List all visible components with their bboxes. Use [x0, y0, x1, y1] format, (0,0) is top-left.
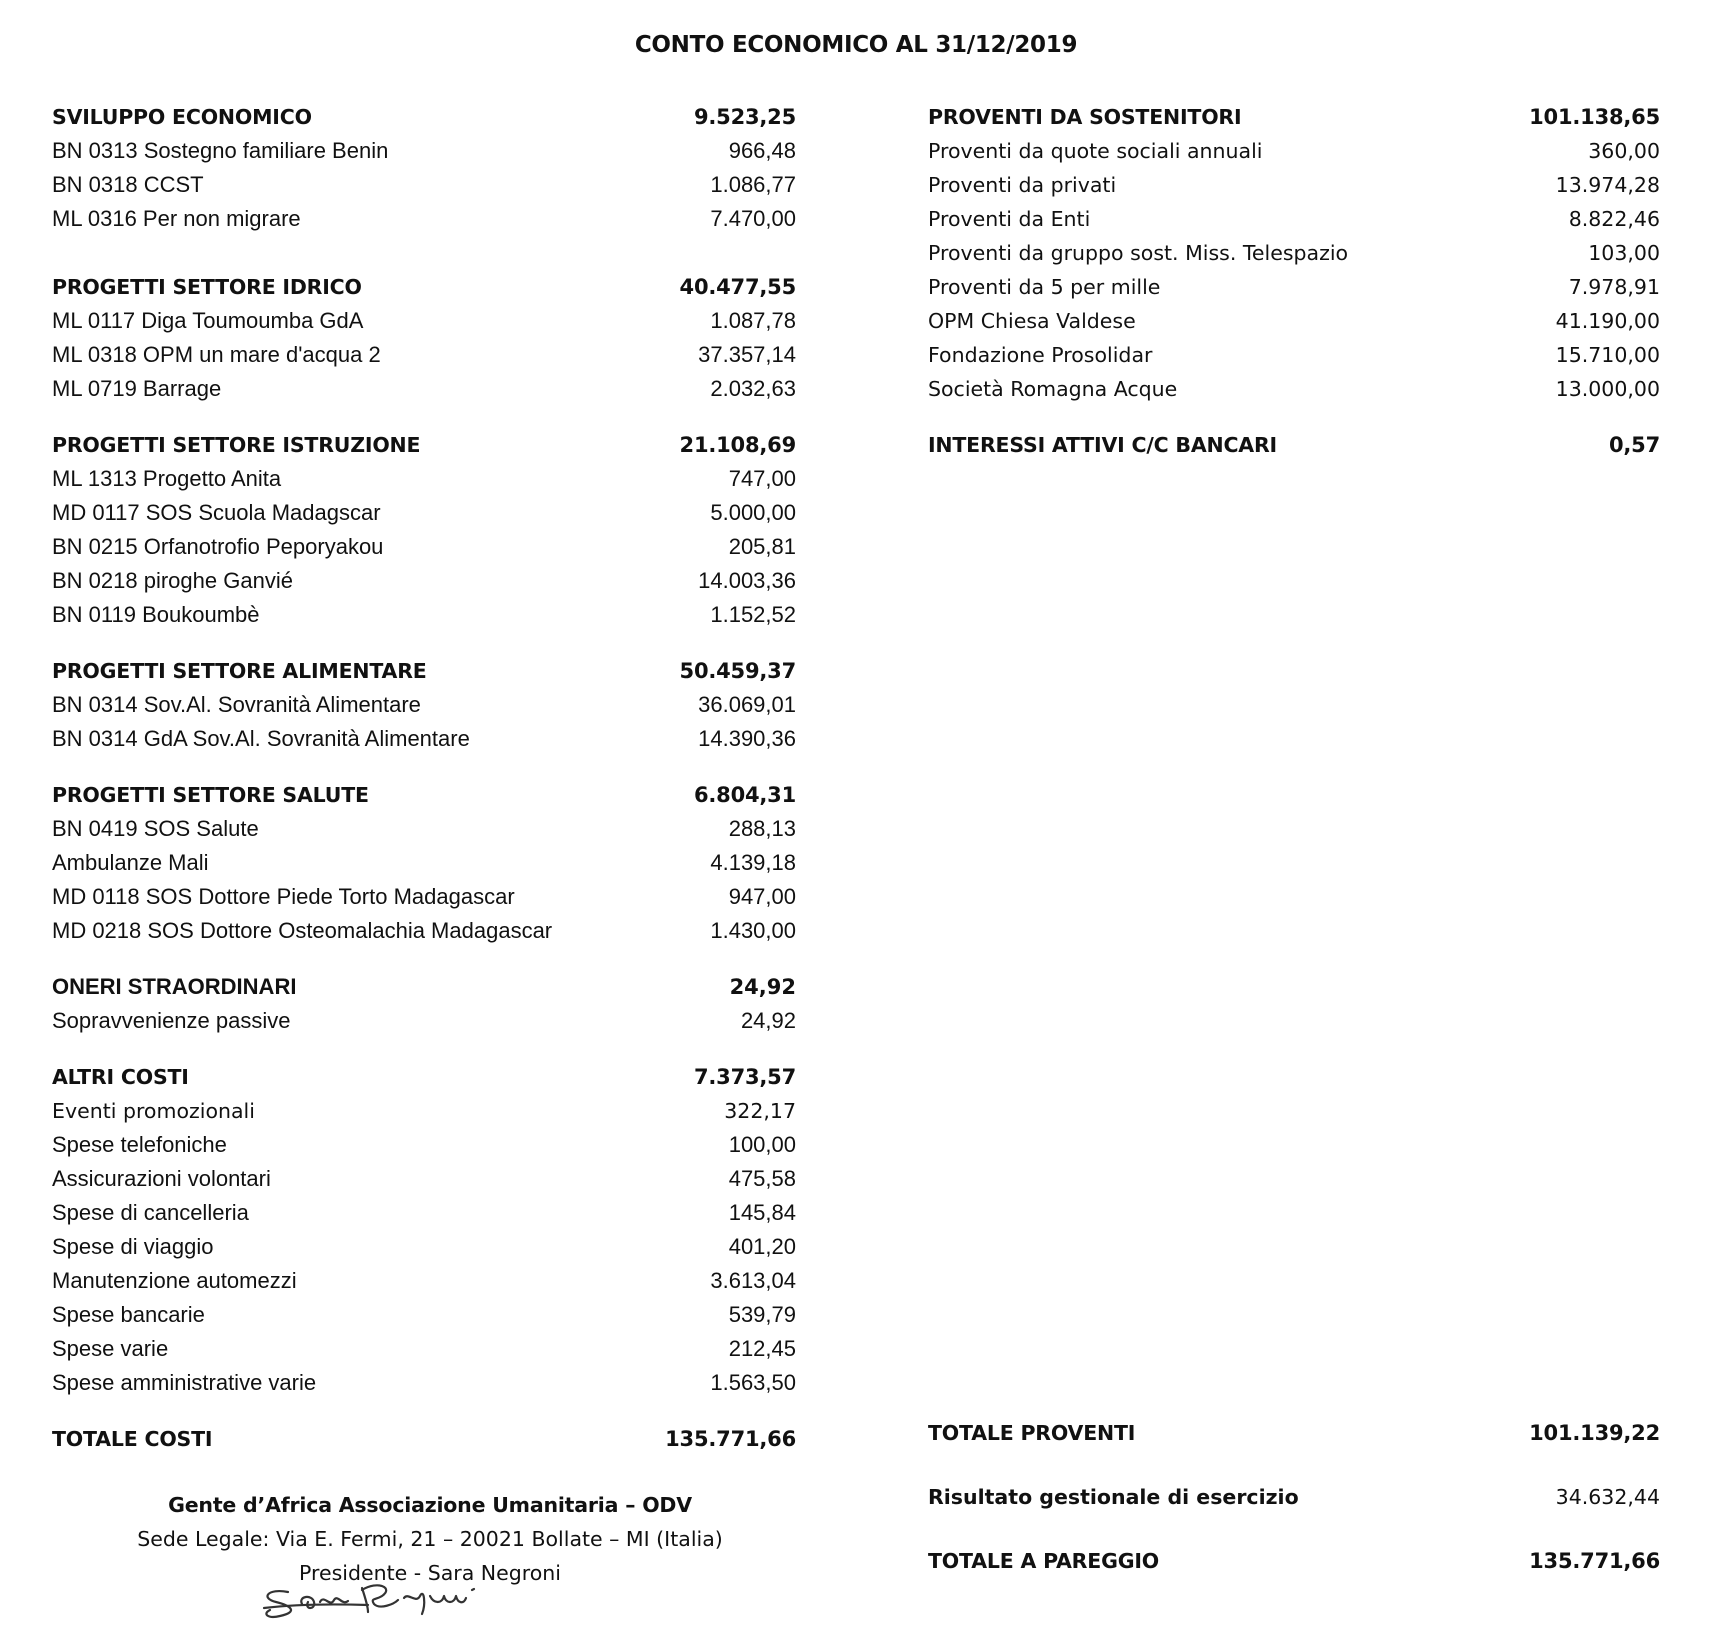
section-header-settore-salute — [52, 778, 796, 812]
section-header-altri-costi — [52, 1060, 796, 1094]
item-value: 41.190,00 — [1555, 309, 1660, 333]
item-value: 322,17 — [724, 1099, 796, 1123]
line-item — [52, 564, 796, 598]
line-item — [928, 202, 1660, 236]
line-item — [52, 880, 796, 914]
line-item — [928, 236, 1660, 270]
item-value: 8.822,46 — [1568, 207, 1660, 231]
item-label: Ambulanze Mali — [52, 850, 209, 875]
line-item — [52, 202, 796, 236]
spacer-row — [52, 236, 796, 270]
item-label: Manutenzione automezzi — [52, 1268, 297, 1293]
result-label: Risultato gestionale di esercizio — [928, 1485, 1299, 1509]
item-value: 14.003,36 — [698, 568, 796, 593]
item-value: 14.390,36 — [698, 726, 796, 751]
line-item — [928, 304, 1660, 338]
item-label: MD 0218 SOS Dottore Osteomalachia Madagascar — [52, 918, 553, 943]
line-item — [928, 134, 1660, 168]
line-item — [52, 1230, 796, 1264]
costs-total-value: 135.771,66 — [665, 1427, 796, 1451]
item-label: BN 0119 Boukoumbè — [52, 602, 260, 627]
balance-total-row — [928, 1544, 1660, 1578]
item-value: 7.470,00 — [710, 206, 796, 231]
income-column — [928, 100, 1660, 462]
organization-name: Gente d’Africa Associazione Umanitaria – ODV — [168, 1493, 692, 1517]
item-label: Spese varie — [52, 1336, 169, 1361]
line-item — [52, 372, 796, 406]
line-item — [52, 1094, 796, 1128]
item-value: 1.087,78 — [710, 308, 796, 333]
item-label: Spese di cancelleria — [52, 1200, 249, 1225]
item-label: BN 0313 Sostegno familiare Benin — [52, 138, 389, 163]
section-header-interessi-attivi — [928, 428, 1660, 462]
section-heading: INTERESSI ATTIVI C/C BANCARI — [928, 433, 1277, 457]
line-item — [52, 1128, 796, 1162]
item-value: 401,20 — [728, 1234, 796, 1259]
line-item — [52, 1264, 796, 1298]
handwritten-signature — [258, 1574, 518, 1622]
item-value: 15.710,00 — [1555, 343, 1660, 367]
page-title: CONTO ECONOMICO AL 31/12/2019 — [634, 32, 1078, 58]
section-gap — [52, 1038, 796, 1060]
income-total-row — [928, 1416, 1660, 1450]
item-label: Spese bancarie — [52, 1302, 205, 1327]
item-value: 288,13 — [728, 816, 796, 841]
income-total-value: 101.139,22 — [1529, 1421, 1660, 1445]
item-label: Proventi da privati — [928, 173, 1117, 197]
line-item — [52, 722, 796, 756]
line-item — [52, 598, 796, 632]
section-gap — [928, 1514, 1660, 1544]
line-item — [928, 168, 1660, 202]
item-label: ML 0117 Diga Toumoumba GdA — [52, 308, 364, 333]
item-value: 5.000,00 — [710, 500, 796, 525]
item-value: 36.069,01 — [698, 692, 796, 717]
item-value: 747,00 — [728, 466, 796, 491]
item-value: 13.974,28 — [1555, 173, 1660, 197]
line-item — [52, 304, 796, 338]
item-label: Proventi da gruppo sost. Miss. Telespazio — [928, 241, 1349, 265]
item-value: 13.000,00 — [1555, 377, 1660, 401]
section-gap — [52, 948, 796, 970]
income-totals — [928, 1416, 1660, 1578]
line-item — [52, 1366, 796, 1400]
section-gap — [52, 406, 796, 428]
item-value: 100,00 — [728, 1132, 796, 1157]
section-heading: PROVENTI DA SOSTENITORI — [928, 105, 1242, 129]
section-total: 9.523,25 — [693, 105, 796, 129]
section-gap — [52, 1400, 796, 1422]
result-value: 34.632,44 — [1555, 1485, 1660, 1509]
section-gap — [52, 632, 796, 654]
line-item — [52, 688, 796, 722]
line-item — [928, 372, 1660, 406]
item-label: Sopravvenienze passive — [52, 1008, 291, 1033]
line-item — [52, 530, 796, 564]
section-heading: ONERI STRAORDINARI — [52, 974, 297, 999]
item-label: Proventi da 5 per mille — [928, 275, 1161, 299]
section-header-settore-istruzione — [52, 428, 796, 462]
item-value: 37.357,14 — [698, 342, 796, 367]
item-label: BN 0318 CCST — [52, 172, 204, 197]
item-value: 145,84 — [728, 1200, 796, 1225]
line-item — [52, 1004, 796, 1038]
item-value: 212,45 — [728, 1336, 796, 1361]
item-value: 3.613,04 — [710, 1268, 796, 1293]
item-label: Proventi da quote sociali annuali — [928, 139, 1263, 163]
item-label: OPM Chiesa Valdese — [928, 309, 1136, 333]
result-row — [928, 1480, 1660, 1514]
item-label: ML 0719 Barrage — [52, 376, 222, 401]
organization-address: Sede Legale: Via E. Fermi, 21 – 20021 Bollate – MI (Italia) — [137, 1527, 723, 1551]
item-value: 475,58 — [728, 1166, 796, 1191]
section-header-settore-idrico — [52, 270, 796, 304]
balance-total-label: TOTALE A PAREGGIO — [928, 1549, 1159, 1573]
item-value: 24,92 — [740, 1008, 796, 1033]
item-value: 1.152,52 — [710, 602, 796, 627]
costs-column — [52, 100, 796, 1456]
section-total: 6.804,31 — [693, 783, 796, 807]
line-item — [928, 270, 1660, 304]
income-total-label: TOTALE PROVENTI — [928, 1421, 1136, 1445]
line-item — [52, 1162, 796, 1196]
item-value: 7.978,91 — [1568, 275, 1660, 299]
section-total: 50.459,37 — [679, 659, 796, 683]
section-heading: SVILUPPO ECONOMICO — [52, 105, 312, 129]
line-item — [928, 338, 1660, 372]
balance-total-value: 135.771,66 — [1529, 1549, 1660, 1573]
item-value: 2.032,63 — [710, 376, 796, 401]
section-header-proventi-sostenitori — [928, 100, 1660, 134]
item-label: Assicurazioni volontari — [52, 1166, 271, 1191]
item-label: ML 1313 Progetto Anita — [52, 466, 282, 491]
costs-total-label: TOTALE COSTI — [52, 1427, 213, 1451]
item-value: 966,48 — [728, 138, 796, 163]
section-heading: PROGETTI SETTORE SALUTE — [52, 783, 369, 807]
section-heading: ALTRI COSTI — [52, 1065, 189, 1089]
item-value: 1.086,77 — [710, 172, 796, 197]
line-item — [52, 168, 796, 202]
line-item — [52, 496, 796, 530]
section-gap — [928, 406, 1660, 428]
item-label: Proventi da Enti — [928, 207, 1091, 231]
item-value: 1.563,50 — [710, 1370, 796, 1395]
item-value: 1.430,00 — [710, 918, 796, 943]
section-gap — [928, 1450, 1660, 1480]
item-label: Società Romagna Acque — [928, 377, 1178, 401]
line-item — [52, 1196, 796, 1230]
item-label: ML 0316 Per non migrare — [52, 206, 301, 231]
item-value: 4.139,18 — [710, 850, 796, 875]
item-label: ML 0318 OPM un mare d'acqua 2 — [52, 342, 381, 367]
line-item — [52, 1298, 796, 1332]
section-header-settore-alimentare — [52, 654, 796, 688]
section-total: 24,92 — [729, 975, 796, 999]
section-total: 40.477,55 — [679, 275, 796, 299]
section-heading: PROGETTI SETTORE ALIMENTARE — [52, 659, 427, 683]
item-value: 947,00 — [728, 884, 796, 909]
item-value: 103,00 — [1588, 241, 1660, 265]
line-item — [52, 1332, 796, 1366]
item-label: BN 0314 Sov.Al. Sovranità Alimentare — [52, 692, 421, 717]
line-item — [52, 914, 796, 948]
item-label: BN 0419 SOS Salute — [52, 816, 259, 841]
item-label: Spese di viaggio — [52, 1234, 214, 1259]
section-header-sviluppo-economico — [52, 100, 796, 134]
section-total: 7.373,57 — [693, 1065, 796, 1089]
costs-total-row — [52, 1422, 796, 1456]
item-label: BN 0215 Orfanotrofio Peporyakou — [52, 534, 384, 559]
line-item — [52, 338, 796, 372]
section-heading: PROGETTI SETTORE IDRICO — [52, 275, 362, 299]
section-heading: PROGETTI SETTORE ISTRUZIONE — [52, 433, 421, 457]
item-label: Spese amministrative varie — [52, 1370, 317, 1395]
item-label: BN 0218 piroghe Ganvié — [52, 568, 293, 593]
item-label: MD 0117 SOS Scuola Madagscar — [52, 500, 381, 525]
section-total: 101.138,65 — [1529, 105, 1660, 129]
line-item — [52, 812, 796, 846]
item-label: Eventi promozionali — [52, 1099, 255, 1123]
item-label: MD 0118 SOS Dottore Piede Torto Madagascar — [52, 884, 515, 909]
item-value: 539,79 — [728, 1302, 796, 1327]
line-item — [52, 134, 796, 168]
section-gap — [52, 756, 796, 778]
president-name: Presidente - Sara Negroni — [299, 1561, 561, 1585]
item-value: 205,81 — [728, 534, 796, 559]
section-header-oneri-straordinari — [52, 970, 796, 1004]
section-total: 21.108,69 — [679, 433, 796, 457]
item-label: Fondazione Prosolidar — [928, 343, 1153, 367]
item-label: BN 0314 GdA Sov.Al. Sovranità Alimentare — [52, 726, 470, 751]
item-value: 360,00 — [1588, 139, 1660, 163]
section-total: 0,57 — [1608, 433, 1660, 457]
line-item — [52, 846, 796, 880]
line-item — [52, 462, 796, 496]
item-label: Spese telefoniche — [52, 1132, 227, 1157]
